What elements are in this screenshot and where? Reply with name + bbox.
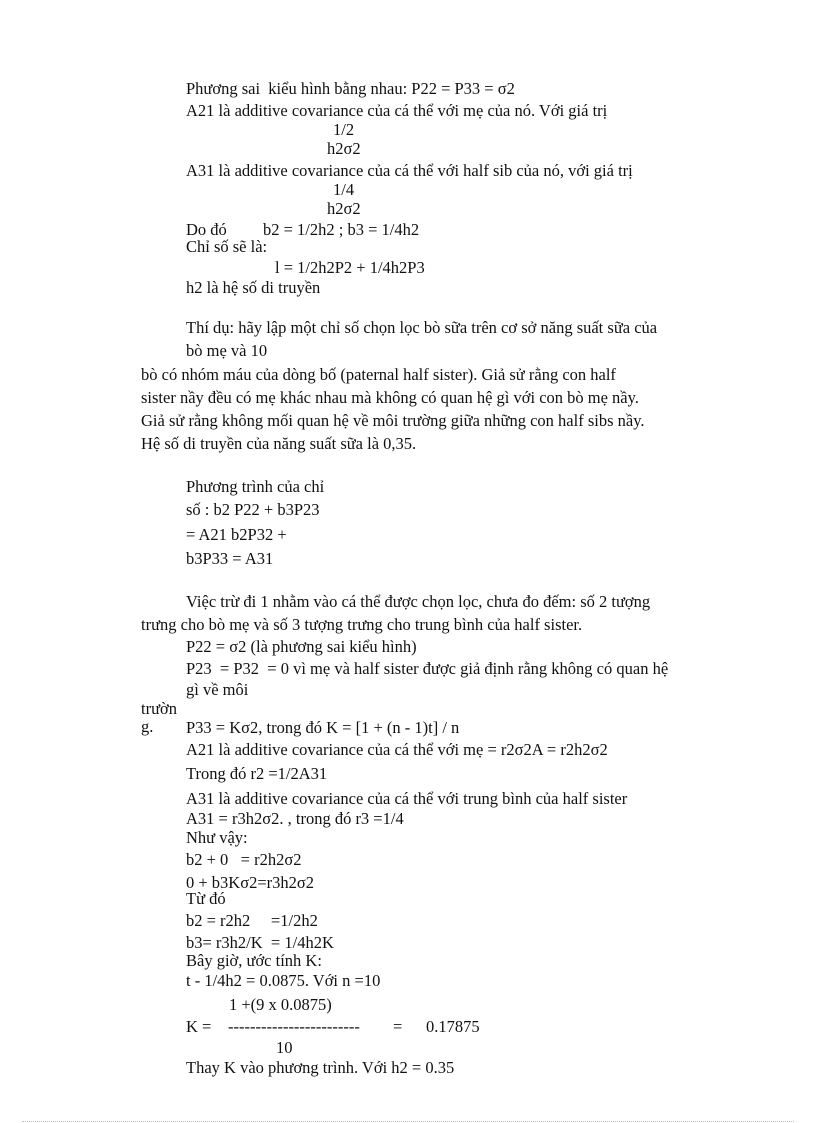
k-value: 0.17875: [426, 1017, 480, 1036]
text-line: P33 = Kσ2, trong đó K = [1 + (n - 1)t] / n: [186, 718, 460, 737]
text-line: A31 = r3h2σ2. , trong đó r3 =1/4: [186, 809, 404, 828]
text-line: A21 là additive covariance của cá thể với mẹ = r2σ2A = r2h2σ2: [186, 740, 608, 759]
k-label: K =: [186, 1017, 212, 1036]
text-line: bò mẹ và 10: [186, 341, 268, 360]
fraction-bar: ------------------------: [228, 1017, 360, 1036]
fraction-numerator: 1 +(9 x 0.0875): [229, 995, 332, 1014]
text-line: A31 là additive covariance của cá thể với half sib của nó, với giá trị: [186, 161, 633, 180]
text-line: trưng cho bò mẹ và số 3 tượng trưng cho trung bình của half sister.: [141, 615, 583, 634]
text-line: Việc trừ đi 1 nhằm vào cá thể được chọn lọc, chưa đo đếm: số 2 tượng: [186, 592, 651, 611]
text-line: Do đó: [186, 220, 227, 239]
text-line: gì về môi: [186, 680, 249, 699]
text-line: số : b2 P22 + b3P23: [186, 500, 320, 519]
text-line: Chỉ số sẽ là:: [186, 237, 268, 256]
text-line: h2σ2: [327, 199, 361, 218]
fraction-denominator: 10: [276, 1038, 293, 1057]
equals-sign: =: [393, 1017, 403, 1036]
text-line: A21 là additive covariance của cá thể với mẹ của nó. Với giá trị: [186, 101, 608, 120]
text-line: t - 1/4h2 = 0.0875. Với n =10: [186, 971, 381, 990]
text-line: trườn: [141, 699, 177, 718]
text-line: Giả sử rằng không mối quan hệ về môi trường giữa những con half sibs nầy.: [141, 411, 645, 430]
text-line: b3= r3h2/K = 1/4h2K: [186, 933, 334, 952]
text-line: Phương trình của chỉ: [186, 477, 325, 496]
text-line: A31 là additive covariance của cá thể với trung bình của half sister: [186, 789, 628, 808]
text-line: Thay K vào phương trình. Với h2 = 0.35: [186, 1058, 455, 1077]
text-line: b2 = r2h2 =1/2h2: [186, 911, 318, 930]
text-line: b2 + 0 = r2h2σ2: [186, 850, 302, 869]
text-line: Từ đó: [186, 889, 226, 908]
text-line: Thí dụ: hãy lập một chỉ số chọn lọc bò sữa trên cơ sở năng suất sữa của: [186, 318, 658, 337]
text-line: Như vậy:: [186, 828, 248, 847]
text-line: 1/2: [333, 120, 355, 139]
text-line: h2σ2: [327, 139, 361, 158]
text-line: P23 = P32 = 0 vì mẹ và half sister được giả định rằng không có quan hệ: [186, 659, 669, 678]
text-line: Trong đó r2 =1/2A31: [186, 764, 328, 783]
text-line: = A21 b2P32 +: [186, 525, 287, 544]
text-line: P22 = σ2 (là phương sai kiểu hình): [186, 637, 417, 656]
text-line: 0 + b3Kσ2=r3h2σ2: [186, 873, 315, 892]
text-line: l = 1/2h2P2 + 1/4h2P3: [275, 258, 425, 277]
text-line: Bây giờ, ước tính K:: [186, 951, 322, 970]
text-line: Hệ số di truyền của năng suất sữa là 0,35.: [141, 434, 417, 453]
text-line: b3P33 = A31: [186, 549, 274, 568]
text-line: Phương sai kiểu hình bằng nhau: P22 = P33 = σ2: [186, 79, 515, 98]
text-line: 1/4: [333, 180, 355, 199]
text-line: bò có nhóm máu của dòng bố (paternal half sister). Giả sử rằng con half: [141, 365, 616, 384]
page-bottom-rule: [22, 1121, 794, 1122]
text-line: g.: [141, 717, 154, 736]
text-line: b2 = 1/2h2 ; b3 = 1/4h2: [263, 220, 420, 239]
text-line: h2 là hệ số di truyền: [186, 278, 321, 297]
text-line: sister nầy đều có mẹ khác nhau mà không có quan hệ gì với con bò mẹ nầy.: [141, 388, 639, 407]
